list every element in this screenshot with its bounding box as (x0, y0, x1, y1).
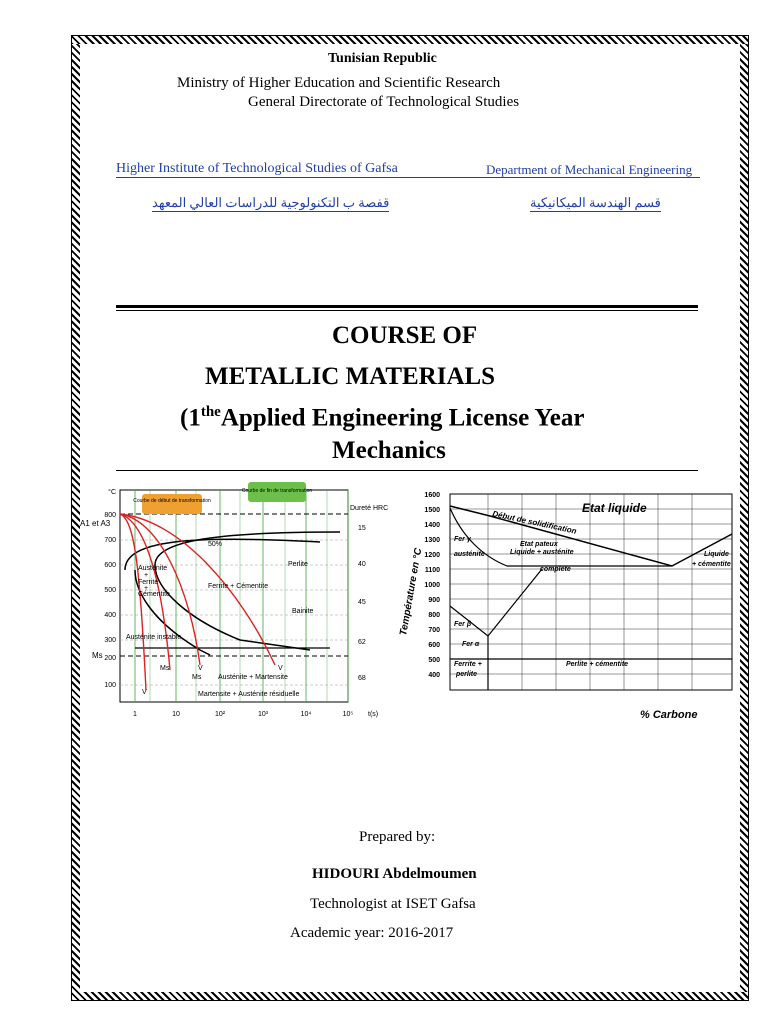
svg-text:V: V (198, 665, 203, 672)
title-rule-top (116, 305, 698, 308)
svg-text:Ms: Ms (92, 651, 103, 660)
svg-text:Etat pateux: Etat pateux (520, 541, 558, 548)
svg-text:Austénite: Austénite (138, 565, 168, 572)
svg-text:Austénite + Martensite: Austénite + Martensite (218, 674, 288, 681)
svg-text:Fer α: Fer α (462, 641, 480, 648)
svg-text:+: + (144, 585, 149, 592)
svg-text:50%: 50% (208, 541, 223, 548)
title-line1: COURSE OF (332, 322, 478, 349)
svg-text:Ms: Ms (160, 665, 170, 672)
svg-text:600: 600 (104, 562, 116, 569)
svg-text:200: 200 (104, 655, 116, 662)
author-name: HIDOURI Abdelmoumen (312, 866, 477, 882)
prepared-by: Prepared by: (359, 829, 436, 845)
svg-text:10: 10 (172, 711, 180, 718)
svg-text:1200: 1200 (424, 552, 440, 559)
svg-text:Dureté HRC: Dureté HRC (350, 505, 389, 512)
title-line2: METALLIC MATERIALS (205, 363, 496, 390)
svg-text:Martensite + Austénite résidue: Martensite + Austénite résiduelle (198, 691, 300, 698)
svg-text:10²: 10² (214, 711, 226, 718)
svg-text:Cémentite: Cémentite (138, 591, 170, 598)
svg-text:V: V (142, 689, 147, 696)
svg-text:Etat liquide: Etat liquide (582, 501, 647, 515)
svg-text:1300: 1300 (424, 537, 440, 544)
svg-text:Liquide: Liquide (704, 551, 729, 558)
svg-text:Ferrite +: Ferrite + (454, 661, 482, 668)
svg-text:1600: 1600 (424, 492, 440, 499)
author-role: Technologist at ISET Gafsa (310, 896, 476, 912)
svg-text:Ferrite: Ferrite (138, 579, 159, 586)
svg-text:300: 300 (104, 637, 116, 644)
svg-text:1400: 1400 (424, 522, 440, 529)
unit-c: °C (108, 489, 116, 496)
svg-text:V: V (278, 665, 283, 672)
directorate: General Directorate of Technological Studies (248, 94, 520, 110)
svg-text:A1 et A3: A1 et A3 (80, 519, 111, 528)
svg-text:45: 45 (358, 599, 366, 606)
svg-text:500: 500 (428, 657, 440, 664)
arabic-institute: ﻗﻔﺼﺔ ب اﻟﺘﻜﻨﻮﻟﻮﺟﯿﺔ ﻟﻠﺪراﺳﺎت اﻟﻌﺎﻟﻲ اﻟﻤﻌﮭﺪ (152, 195, 390, 210)
iron-carbon-diagram (392, 486, 742, 726)
title-line3: ($1^{the}Applied$ Engineering License Year (180, 404, 585, 432)
academic-year: Academic year: 2016-2017 (290, 925, 454, 941)
svg-text:600: 600 (428, 642, 440, 649)
svg-text:10³: 10³ (257, 711, 269, 718)
svg-text:Ms: Ms (192, 674, 202, 681)
svg-text:800: 800 (104, 512, 116, 519)
svg-text:400: 400 (428, 672, 440, 679)
svg-text:62: 62 (358, 639, 366, 646)
title-line4: Mechanics (332, 437, 446, 464)
svg-text:15: 15 (358, 525, 366, 532)
svg-text:+ cémentite: + cémentite (692, 561, 731, 568)
ttt-diagram (80, 480, 390, 720)
svg-text:+: + (144, 572, 149, 579)
svg-text:t(s): t(s) (368, 711, 379, 718)
title-rule-top-thin (116, 310, 698, 311)
svg-text:1000: 1000 (424, 582, 440, 589)
svg-text:perlite: perlite (456, 671, 478, 678)
ministry: Ministry of Higher Education and Scientific Research (177, 75, 501, 91)
svg-text:complète: complète (540, 566, 571, 573)
svg-text:Perlite: Perlite (288, 561, 308, 568)
svg-text:1: 1 (133, 711, 137, 718)
svg-text:Courbe de fin de transformatio: Courbe de fin de transformation (241, 488, 313, 494)
svg-text:400: 400 (104, 612, 116, 619)
svg-text:40: 40 (358, 561, 366, 568)
svg-text:1100: 1100 (424, 567, 440, 574)
svg-text:100: 100 (104, 682, 116, 689)
svg-text:Austénite instable: Austénite instable (126, 634, 182, 641)
institute-name: Higher Institute of Technological Studies of Gafsa (116, 161, 398, 176)
svg-text:1500: 1500 (424, 507, 440, 514)
arabic-department: ﻗﺴﻢ اﻟﮭﻨﺪﺳﺔ اﻟﻤﯿﻜﺎﻧﯿﻜﯿﺔ (530, 195, 661, 210)
title-rule-bottom (116, 470, 698, 471)
svg-text:Ferrite + Cémentite: Ferrite + Cémentite (208, 583, 269, 590)
republic: Tunisian Republic (328, 51, 437, 66)
svg-text:700: 700 (104, 537, 116, 544)
svg-text:500: 500 (104, 587, 116, 594)
svg-text:900: 900 (428, 597, 440, 604)
svg-text:Perlite + cémentite: Perlite + cémentite (566, 661, 629, 668)
svg-text:Courbe de début de transformat: Courbe de début de transformation (133, 498, 211, 504)
svg-text:Liquide + austénite: Liquide + austénite (510, 549, 574, 556)
svg-text:68: 68 (358, 675, 366, 682)
department-link[interactable]: Department of Mechanical Engineering (486, 162, 693, 177)
svg-text:800: 800 (428, 612, 440, 619)
svg-text:Fer β: Fer β (454, 621, 472, 628)
svg-text:austénite: austénite (454, 551, 485, 558)
svg-text:% Carbone: % Carbone (640, 709, 698, 721)
svg-text:10⁵: 10⁵ (342, 711, 354, 718)
svg-text:Bainite: Bainite (292, 608, 314, 615)
svg-text:10⁴: 10⁴ (300, 711, 312, 718)
svg-text:700: 700 (428, 627, 440, 634)
svg-text:Début de solidification: Début de solidification (491, 509, 578, 536)
svg-text:Fer γ: Fer γ (454, 536, 471, 543)
svg-text:Température en °C: Température en °C (398, 547, 425, 637)
